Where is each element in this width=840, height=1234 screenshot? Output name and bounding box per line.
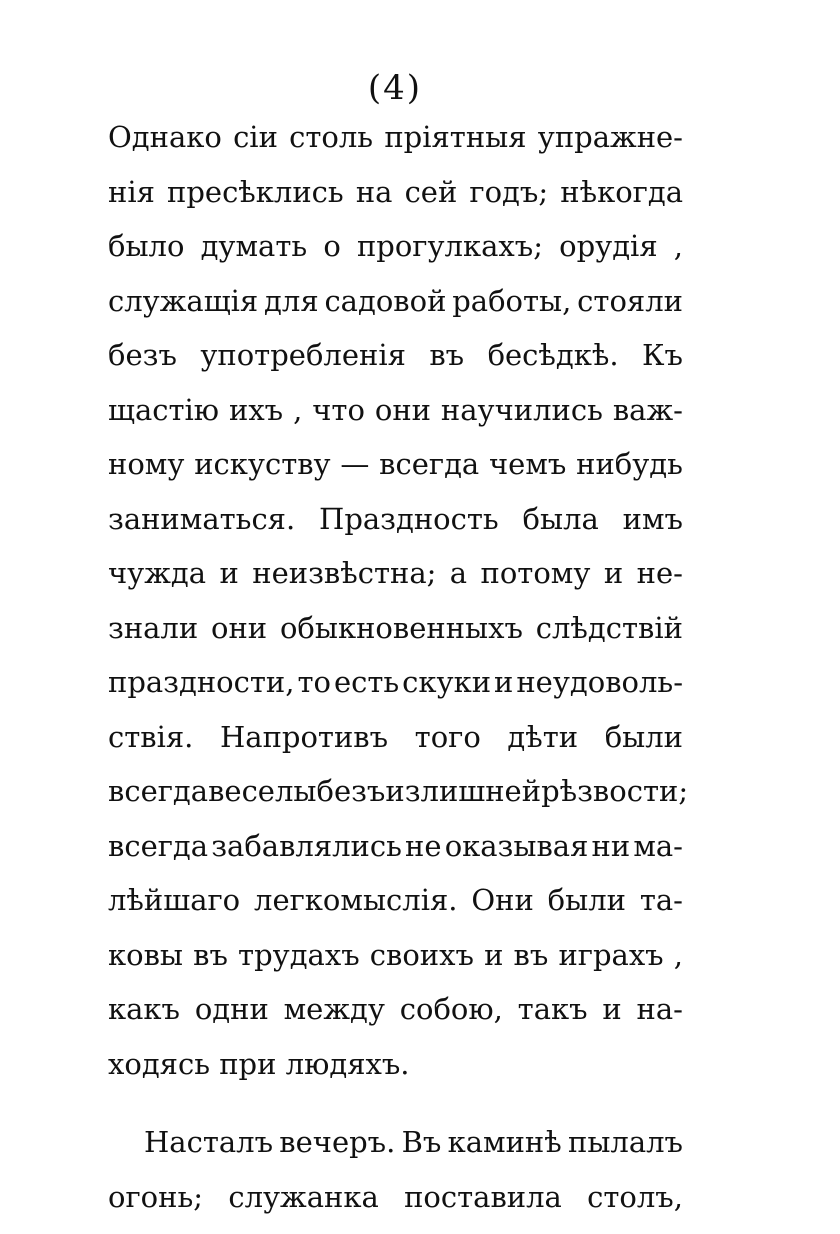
word: легкомыслія. xyxy=(254,883,457,917)
word: чужда xyxy=(108,556,206,590)
word: всегда xyxy=(379,447,479,481)
word: людяхъ. xyxy=(286,1047,410,1081)
word: въ xyxy=(514,938,549,972)
word: орудія xyxy=(559,229,658,263)
word: слѣдствій xyxy=(536,611,683,645)
word: бесѣдкѣ. xyxy=(488,338,619,372)
text-line xyxy=(108,883,683,938)
word: играхъ xyxy=(558,938,663,972)
word: вечеръ. xyxy=(279,1125,395,1159)
word: а xyxy=(450,556,467,590)
page-number: (4) xyxy=(0,68,790,108)
word: рѣзвости; xyxy=(541,774,688,808)
word: та- xyxy=(640,883,683,917)
word: ихъ xyxy=(229,393,283,427)
text-line xyxy=(108,175,683,230)
word: , xyxy=(674,229,683,263)
text-line xyxy=(108,611,683,666)
word: прогулкахъ; xyxy=(357,229,543,263)
word: было xyxy=(108,229,184,263)
text-line xyxy=(108,1180,683,1234)
word: не xyxy=(405,829,442,863)
word: трудахъ xyxy=(238,938,360,972)
word: въ xyxy=(193,938,228,972)
word: забавлялись xyxy=(211,829,402,863)
word: дѣти xyxy=(507,720,578,754)
word: поставила xyxy=(404,1180,562,1214)
word: научились xyxy=(441,393,603,427)
word: ни xyxy=(592,829,631,863)
word: садовой xyxy=(324,284,446,318)
word: есть xyxy=(334,665,399,699)
word: оказывая xyxy=(445,829,589,863)
text-line xyxy=(108,720,683,775)
word: и xyxy=(484,938,503,972)
text-line xyxy=(108,393,683,448)
word: Въ xyxy=(402,1125,442,1159)
word: Однако xyxy=(108,120,222,154)
text-line xyxy=(108,284,683,339)
text-line xyxy=(108,1125,683,1180)
word: одни xyxy=(195,992,269,1026)
word: веселы xyxy=(208,774,316,808)
text-line xyxy=(108,229,683,284)
word: нибудь xyxy=(576,447,683,481)
word: на xyxy=(356,175,393,209)
text-line xyxy=(108,992,683,1047)
word: стояли xyxy=(577,284,683,318)
word: , xyxy=(674,938,683,972)
word: Насталъ xyxy=(144,1125,273,1159)
text-line xyxy=(108,938,683,993)
word: такъ xyxy=(518,992,588,1026)
word: сей xyxy=(405,175,458,209)
word: Напротивъ xyxy=(220,720,388,754)
word: собою, xyxy=(400,992,503,1026)
word: искуству xyxy=(194,447,330,481)
word: служащія xyxy=(108,284,258,318)
word: столъ, xyxy=(587,1180,683,1214)
word: скуки xyxy=(402,665,491,699)
word: — xyxy=(340,447,369,481)
word: ному xyxy=(108,447,184,481)
word: Праздность xyxy=(319,502,499,536)
word: Они xyxy=(471,883,533,917)
word: щастію xyxy=(108,393,219,427)
word: излишней xyxy=(385,774,541,808)
word: столь xyxy=(289,120,373,154)
word: употребленія xyxy=(200,338,406,372)
text-line xyxy=(108,665,683,720)
word: важ- xyxy=(613,393,683,427)
word: заниматься. xyxy=(108,502,295,536)
word: знали xyxy=(108,611,198,645)
text-line xyxy=(108,447,683,502)
paragraph-gap xyxy=(108,1101,683,1125)
word: нія xyxy=(108,175,155,209)
word: безъ xyxy=(316,774,385,808)
word: огонь; xyxy=(108,1180,203,1214)
word: работы, xyxy=(452,284,571,318)
word: упражне- xyxy=(538,120,683,154)
text-line xyxy=(108,338,683,393)
word: въ xyxy=(429,338,464,372)
word: то xyxy=(297,665,331,699)
word: они xyxy=(211,611,267,645)
word: для xyxy=(264,284,319,318)
paragraph-1 xyxy=(108,120,683,1101)
text-line xyxy=(108,1047,683,1102)
word: сіи xyxy=(233,120,278,154)
word: и xyxy=(494,665,513,699)
text-line xyxy=(108,774,683,829)
word: пылалъ xyxy=(568,1125,683,1159)
word: и xyxy=(604,556,623,590)
word: была xyxy=(523,502,599,536)
text-line xyxy=(108,120,683,175)
word: имъ xyxy=(623,502,683,536)
word: своихъ xyxy=(370,938,474,972)
word: какъ xyxy=(108,992,180,1026)
word: неудоволь- xyxy=(516,665,683,699)
word: на- xyxy=(637,992,683,1026)
word: ствія. xyxy=(108,720,193,754)
paragraph-2 xyxy=(108,1125,683,1234)
word: пресѣклись xyxy=(167,175,344,209)
text-line xyxy=(108,829,683,884)
word: всегда xyxy=(108,774,208,808)
word: ходясь xyxy=(108,1047,210,1081)
word: Къ xyxy=(642,338,683,372)
word: при xyxy=(219,1047,276,1081)
word: не- xyxy=(637,556,683,590)
word: они xyxy=(375,393,431,427)
word: ковы xyxy=(108,938,183,972)
word: безъ xyxy=(108,338,177,372)
word: пріятныя xyxy=(384,120,526,154)
word: нѣкогда xyxy=(560,175,683,209)
text-line xyxy=(108,502,683,557)
text-line xyxy=(108,556,683,611)
word: всегда xyxy=(108,829,208,863)
word: думать xyxy=(201,229,308,263)
word: годъ; xyxy=(469,175,548,209)
word: и xyxy=(602,992,621,1026)
word: служанка xyxy=(228,1180,378,1214)
word: неизвѣстна; xyxy=(252,556,436,590)
word: каминѣ xyxy=(448,1125,562,1159)
word: что xyxy=(312,393,365,427)
word: и xyxy=(219,556,238,590)
word: потому xyxy=(481,556,591,590)
word: лѣйшаго xyxy=(108,883,240,917)
word: были xyxy=(605,720,683,754)
word: между xyxy=(284,992,385,1026)
word: были xyxy=(548,883,626,917)
word: чемъ xyxy=(489,447,566,481)
word: обыкновенныхъ xyxy=(280,611,523,645)
word: , xyxy=(293,393,302,427)
body-text xyxy=(108,120,683,1234)
word: праздности, xyxy=(108,665,294,699)
word: ма- xyxy=(633,829,683,863)
word: того xyxy=(415,720,481,754)
word: о xyxy=(323,229,340,263)
